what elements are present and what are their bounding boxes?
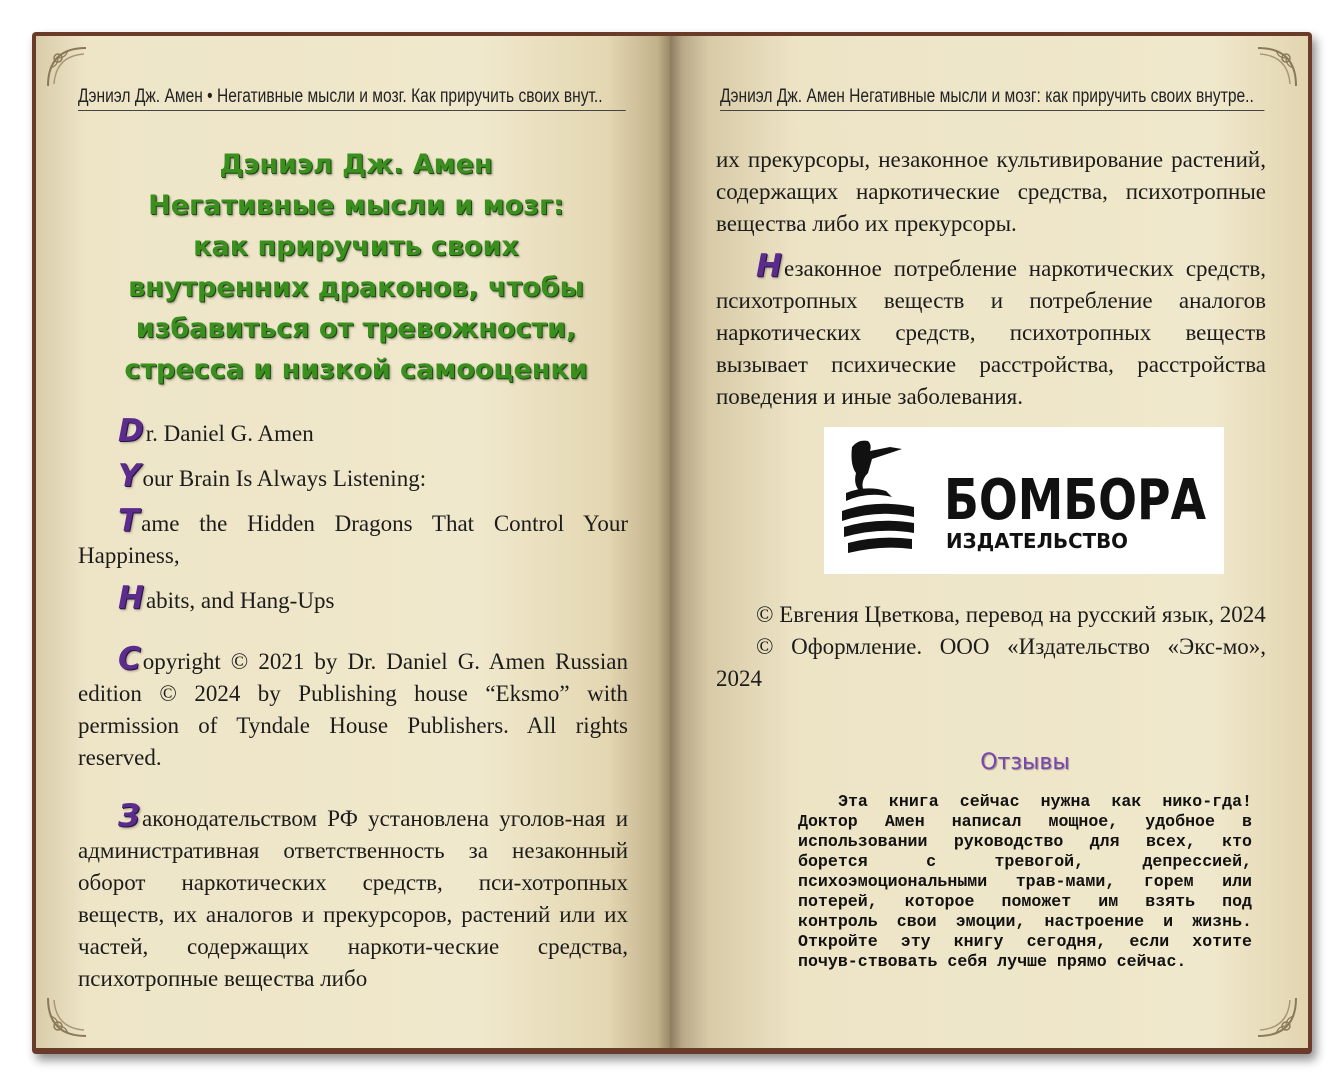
paragraph-text: ame the Hidden Dragons That Control Your Happiness,: [78, 511, 628, 568]
paragraph-text: our Brain Is Always Listening:: [142, 466, 427, 491]
title-line: Негативные мысли и мозг:: [148, 190, 564, 221]
running-head: Дэниэл Дж. Амен • Негативные мысли и мозг. Как приручить своих внут..: [78, 86, 626, 111]
title-line: стресса и низкой самооценки: [124, 354, 588, 385]
copyright-translation: © Евгения Цветкова, перевод на русский язык, 2024: [756, 602, 1266, 627]
paragraph: [716, 248, 1266, 413]
right-text-block: [716, 144, 1266, 413]
copyright-design: © Оформление. ООО «Издательство «Экс-мо», 2024: [716, 634, 1266, 691]
drop-cap: З: [118, 798, 141, 834]
paragraph-text: аконодательством РФ установлена уголов-ная и административная ответственность за незаконный оборот наркотических средств, пси-хотропных веществ, их аналогов и прекурсоров, растений или их частей, содержащих наркоти-ческие средства, психотропные вещества либо: [78, 806, 628, 991]
left-page[interactable]: [36, 36, 670, 1048]
title-line: как приручить своих: [193, 231, 519, 262]
paragraph-text: opyright © 2021 by Dr. Daniel G. Amen Russian edition © 2024 by Publishing house “Eksmo” with permission of Tyndale House Publishers. All rights reserved.: [78, 649, 628, 770]
drop-cap: Н: [756, 248, 782, 284]
reviews-heading: Отзывы: [980, 750, 1070, 775]
drop-cap: D: [118, 413, 144, 449]
paragraph: [78, 458, 628, 495]
drop-cap: T: [118, 503, 140, 539]
publisher-logo: [824, 427, 1224, 574]
paragraph: [78, 413, 628, 450]
title-line: внутренних драконов, чтобы: [128, 272, 584, 303]
paragraph: [78, 580, 628, 617]
book-spine: [658, 36, 682, 1048]
drop-cap: H: [118, 580, 144, 616]
drop-cap: C: [118, 641, 141, 677]
right-page[interactable]: [670, 36, 1308, 1048]
left-text-block: [78, 413, 628, 995]
paragraph: [78, 798, 628, 995]
logo-name: БОМБОРА: [944, 468, 1207, 533]
paragraph-text: r. Daniel G. Amen: [145, 421, 314, 446]
paragraph-text: abits, and Hang-Ups: [145, 588, 335, 613]
corner-ornament-icon: [44, 994, 90, 1040]
book-frame: [32, 32, 1312, 1054]
copyright-block: [716, 599, 1266, 695]
logo-subtitle: ИЗДАТЕЛЬСТВО: [946, 529, 1128, 553]
corner-ornament-icon: [1254, 994, 1300, 1040]
running-head: Дэниэл Дж. Амен Негативные мысли и мозг: как приручить своих внутре..: [720, 86, 1264, 111]
bombora-logo-icon: [824, 427, 1224, 574]
corner-ornament-icon: [44, 44, 90, 90]
title-line: Дэниэл Дж. Амен: [219, 149, 493, 180]
paragraph-text: их прекурсоры, незаконное культивирование растений, содержащих наркотические средства, психотропные вещества либо их прекурсоры.: [716, 147, 1266, 236]
review-body: Эта книга сейчас нужна как нико-гда! Доктор Амен написал мощное, удобное в использовании руководство для всех, кто борется с тревогой, депрессией, психоэмоциональными трав-мами, горем или потерей, которое поможет им взять под контроль свои эмоции, настроение и жизнь. Откройте эту книгу сегодня, если хотите почув-ствовать себя лучше прямо сейчас.: [798, 792, 1252, 971]
review-text: [798, 792, 1252, 972]
corner-ornament-icon: [1254, 44, 1300, 90]
paragraph-text: езаконное потребление наркотических средств, психотропных веществ и потребление аналогов наркотических средств, психотропных веществ вызывает психические расстройства, расстройства поведения и иные заболевания.: [716, 256, 1266, 409]
title-line: избавиться от тревожности,: [135, 313, 577, 344]
drop-cap: Y: [118, 458, 141, 494]
paragraph: [78, 503, 628, 572]
paragraph: [78, 641, 628, 774]
book-title: [96, 144, 616, 390]
